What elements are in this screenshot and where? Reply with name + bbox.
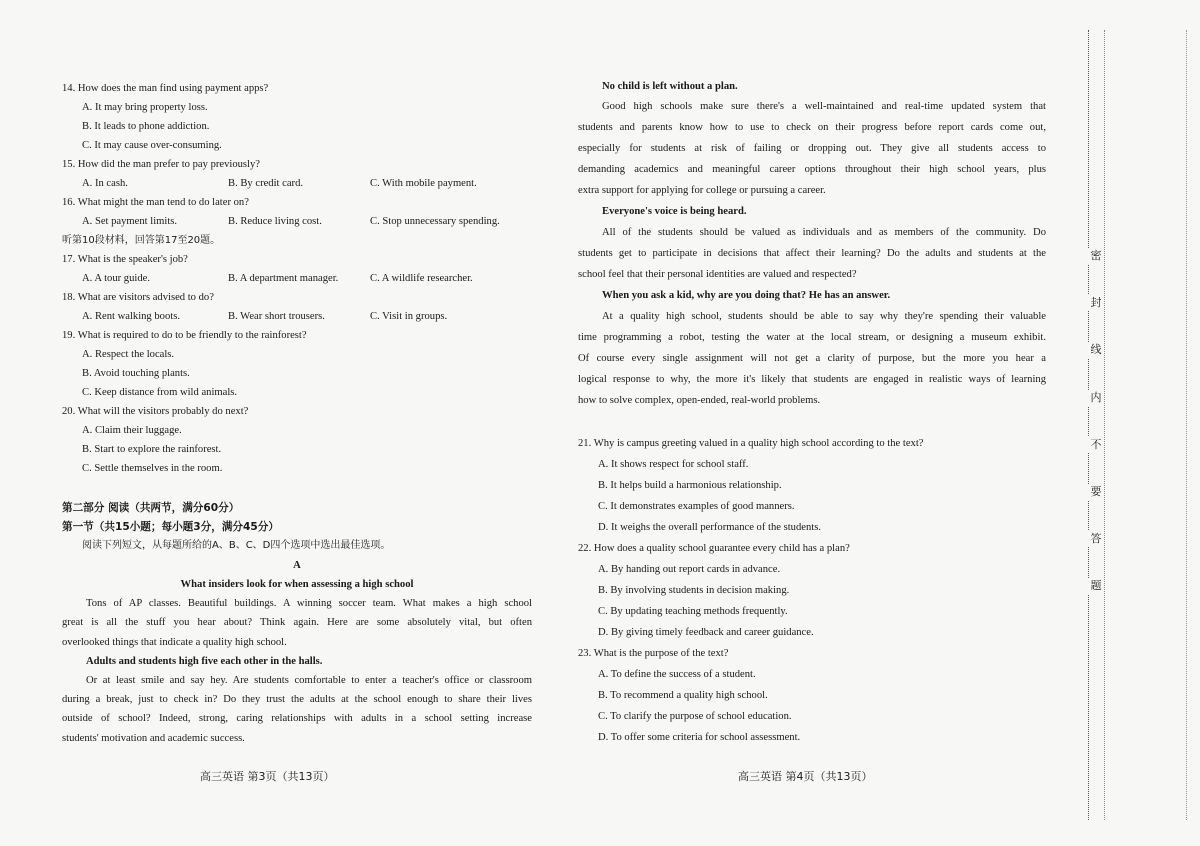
q18-option-a: A. Rent walking boots. — [82, 311, 180, 322]
q14-option-c: C. It may cause over-consuming. — [82, 140, 222, 151]
paragraph-1-line-1: Tons of AP classes. Beautiful buildings. A winning soccer team. What makes a high school — [86, 598, 532, 609]
q18-option-c: C. Visit in groups. — [370, 311, 448, 322]
paragraph-1-line-2: great is all the stuff you hear about? Think again. Here are some absolutely vital, but often — [62, 617, 532, 628]
paragraph-5-line-2: time programming a robot, testing the water at the local stream, or designing a museum exhibit. — [578, 332, 1046, 343]
binding-dotted-line-inner — [1104, 30, 1106, 820]
binding-char: 密 — [1088, 248, 1104, 264]
q23-option-d: D. To offer some criteria for school assessment. — [598, 732, 801, 743]
passage-label: A — [293, 560, 301, 571]
binding-char: 内 — [1088, 390, 1104, 406]
left-page-footer: 高三英语 第3页（共13页） — [200, 770, 335, 783]
q14-option-b: B. It leads to phone addiction. — [82, 121, 210, 132]
reading-instruction: 阅读下列短文，从每题所给的A、B、C、D四个选项中选出最佳选项。 — [82, 540, 391, 551]
right-page-footer: 高三英语 第4页（共13页） — [738, 770, 873, 783]
question-19: 19. What is required to do to be friendly to the rainforest? — [62, 330, 307, 341]
q19-option-a: A. Respect the locals. — [82, 349, 175, 360]
question-22: 22. How does a quality school guarantee every child has a plan? — [578, 543, 850, 554]
passage-title: What insiders look for when assessing a high school — [180, 579, 414, 590]
q19-option-c: C. Keep distance from wild animals. — [82, 387, 238, 398]
q22-option-c: C. By updating teaching methods frequently. — [598, 606, 788, 617]
q23-option-c: C. To clarify the purpose of school education. — [598, 711, 792, 722]
page-edge-dotted-line — [1186, 30, 1188, 820]
paragraph-4-line-3: school feel that their personal identities are valued and respected? — [578, 269, 857, 280]
paragraph-2-line-4: students' motivation and academic success. — [62, 733, 245, 744]
q16-option-b: B. Reduce living cost. — [228, 216, 322, 227]
q18-option-b: B. Wear short trousers. — [228, 311, 325, 322]
q23-option-a: A. To define the success of a student. — [598, 669, 756, 680]
paragraph-5-line-3: Of course every single assignment will not get a clarity of purpose, but the more you hear a — [578, 353, 1046, 364]
q22-option-d: D. By giving timely feedback and career guidance. — [598, 627, 814, 638]
q21-option-a: A. It shows respect for school staff. — [598, 459, 749, 470]
binding-char: 要 — [1088, 484, 1104, 500]
paragraph-3-line-2: students and parents know how to use to check on their progress before report cards come out, — [578, 122, 1046, 133]
paragraph-4-line-1: All of the students should be valued as individuals and as members of the community. Do — [602, 227, 1046, 238]
binding-char: 题 — [1088, 578, 1104, 594]
q16-option-a: A. Set payment limits. — [82, 216, 178, 227]
paragraph-2-line-2: during a break, just to check in? Do they trust the adults at the school enough to share their lives — [62, 694, 532, 705]
q17-option-a: A. A tour guide. — [82, 273, 150, 284]
paragraph-3-line-3: especially for students at risk of failing or dropping out. They give all students access to — [578, 143, 1046, 154]
question-21: 21. Why is campus greeting valued in a quality high school according to the text? — [578, 438, 924, 449]
q21-option-c: C. It demonstrates examples of good manners. — [598, 501, 795, 512]
paragraph-3-line-4: demanding academics and meaningful career options throughout their high school years, plus — [578, 164, 1046, 175]
q15-option-c: C. With mobile payment. — [370, 178, 477, 189]
q15-option-a: A. In cash. — [82, 178, 128, 189]
question-23: 23. What is the purpose of the text? — [578, 648, 729, 659]
paragraph-4-line-2: students get to participate in decisions that affect their learning? Do the adults and students at the — [578, 248, 1046, 259]
q22-option-b: B. By involving students in decision making. — [598, 585, 790, 596]
q22-option-a: A. By handing out report cards in advance. — [598, 564, 781, 575]
section-one-heading: 第一节（共15小题；每小题3分，满分45分） — [62, 521, 279, 533]
paragraph-5-line-5: how to solve complex, open-ended, real-world problems. — [578, 395, 821, 406]
paragraph-3-line-5: extra support for applying for college or pursuing a career. — [578, 185, 826, 196]
binding-char: 答 — [1088, 531, 1104, 547]
q17-option-c: C. A wildlife researcher. — [370, 273, 473, 284]
q21-option-b: B. It helps build a harmonious relationship. — [598, 480, 782, 491]
q16-option-c: C. Stop unnecessary spending. — [370, 216, 500, 227]
question-16: 16. What might the man tend to do later on? — [62, 197, 249, 208]
paragraph-3-line-1: Good high schools make sure there's a well-maintained and real-time updated system that — [602, 101, 1046, 112]
paragraph-1-line-3: overlooked things that indicate a quality high school. — [62, 637, 287, 648]
q20-option-a: A. Claim their luggage. — [82, 425, 182, 436]
subheading-ask-a-kid: When you ask a kid, why are you doing that? He has an answer. — [602, 290, 891, 301]
paragraph-2-line-1: Or at least smile and say hey. Are students comfortable to enter a teacher's office or classroom — [86, 675, 532, 686]
q14-option-a: A. It may bring property loss. — [82, 102, 208, 113]
paragraph-2-line-3: outside of school? Indeed, strong, caring relationships with adults in a school setting increase — [62, 713, 532, 724]
binding-char: 封 — [1088, 295, 1104, 311]
binding-dotted-line — [1088, 30, 1090, 820]
q19-option-b: B. Avoid touching plants. — [82, 368, 190, 379]
question-17: 17. What is the speaker's job? — [62, 254, 188, 265]
subheading-voice-heard: Everyone's voice is being heard. — [602, 206, 747, 217]
q20-option-b: B. Start to explore the rainforest. — [82, 444, 222, 455]
question-15: 15. How did the man prefer to pay previously? — [62, 159, 260, 170]
q17-option-b: B. A department manager. — [228, 273, 339, 284]
question-18: 18. What are visitors advised to do? — [62, 292, 214, 303]
binding-char: 线 — [1088, 342, 1104, 358]
listening-instruction-10: 听第10段材料，回答第17至20题。 — [62, 235, 221, 246]
q15-option-b: B. By credit card. — [228, 178, 304, 189]
paragraph-5-line-1: At a quality high school, students should be able to say why they're spending their valuable — [602, 311, 1046, 322]
subheading-no-child: No child is left without a plan. — [602, 81, 738, 92]
q23-option-b: B. To recommend a quality high school. — [598, 690, 768, 701]
q21-option-d: D. It weighs the overall performance of the students. — [598, 522, 821, 533]
subheading-high-five: Adults and students high five each other in the halls. — [86, 656, 323, 667]
question-14: 14. How does the man find using payment apps? — [62, 83, 269, 94]
paragraph-5-line-4: logical response to why, the more it's likely that students are engaged in realistic ways of learning — [578, 374, 1046, 385]
part-two-heading: 第二部分 阅读（共两节，满分60分） — [62, 502, 240, 514]
question-20: 20. What will the visitors probably do next? — [62, 406, 249, 417]
q20-option-c: C. Settle themselves in the room. — [82, 463, 223, 474]
binding-char: 不 — [1088, 437, 1104, 453]
